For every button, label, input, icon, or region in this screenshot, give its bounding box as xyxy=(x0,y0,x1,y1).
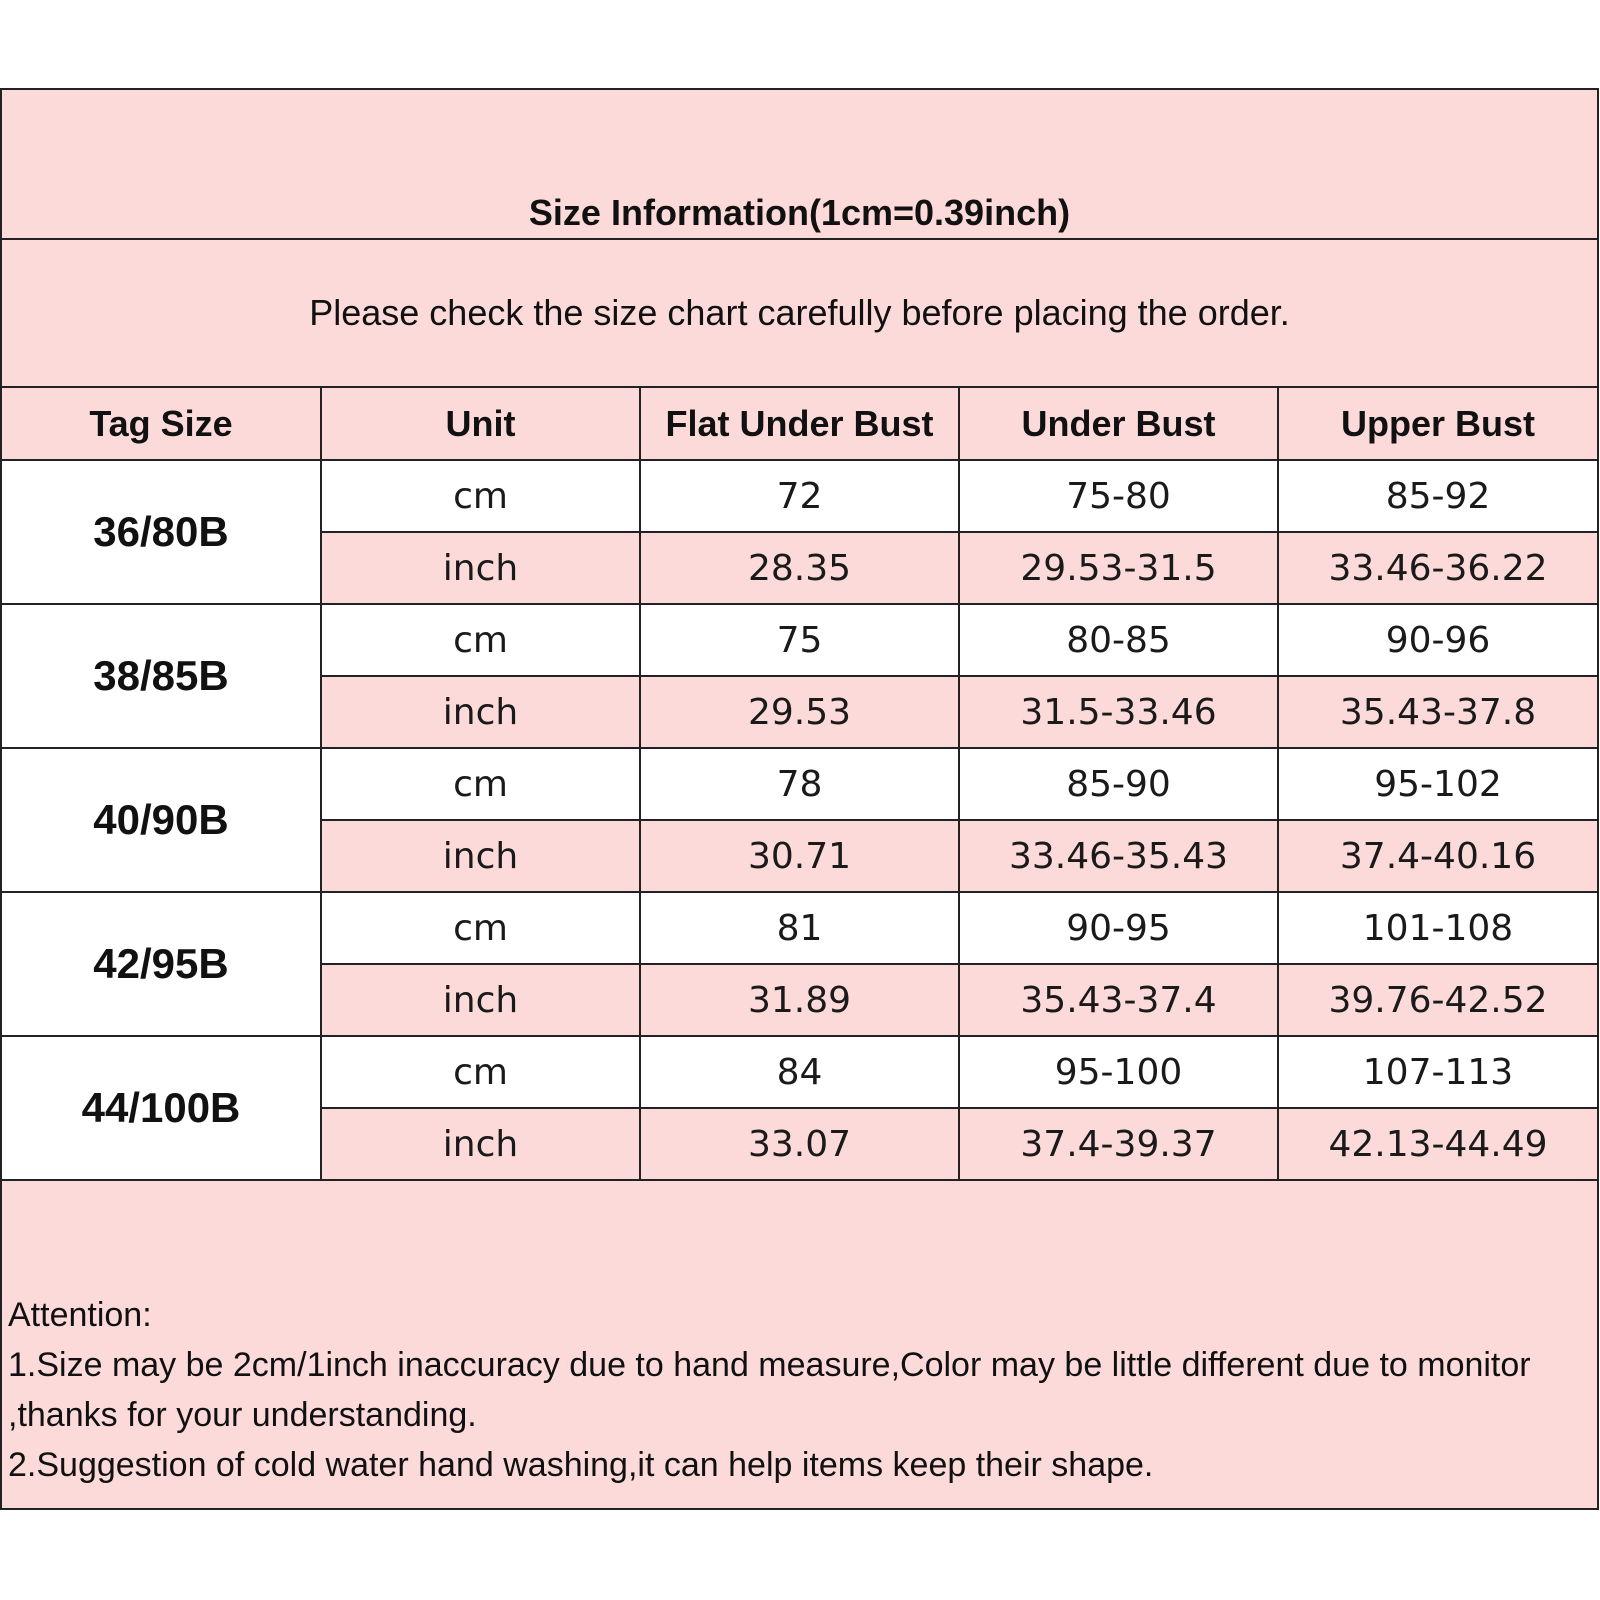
upper-bust-cell: 95-102 xyxy=(1278,748,1597,820)
unit-cell: cm xyxy=(321,460,640,532)
tag-size-cell: 44/100B xyxy=(2,1036,321,1180)
flat-under-bust-cell: 29.53 xyxy=(640,676,959,748)
upper-bust-cell: 42.13-44.49 xyxy=(1278,1108,1597,1180)
flat-under-bust-cell: 81 xyxy=(640,892,959,964)
size-chart-sheet xyxy=(0,88,1599,1510)
flat-under-bust-cell: 31.89 xyxy=(640,964,959,1036)
under-bust-cell: 90-95 xyxy=(959,892,1278,964)
under-bust-cell: 80-85 xyxy=(959,604,1278,676)
upper-bust-cell: 33.46-36.22 xyxy=(1278,532,1597,604)
unit-cell: inch xyxy=(321,1108,640,1180)
title-block xyxy=(2,90,1597,240)
notes-line-2: 2.Suggestion of cold water hand washing,it can help items keep their shape. xyxy=(8,1446,1154,1484)
unit-cell: cm xyxy=(321,748,640,820)
unit-cell: inch xyxy=(321,532,640,604)
under-bust-cell: 37.4-39.37 xyxy=(959,1108,1278,1180)
tag-size-cell: 38/85B xyxy=(2,604,321,748)
notes-line-1: 1.Size may be 2cm/1inch inaccuracy due to hand measure,Color may be little different due to monitor ,thanks for your understanding. xyxy=(8,1346,1531,1434)
flat-under-bust-cell: 28.35 xyxy=(640,532,959,604)
under-bust-cell: 35.43-37.4 xyxy=(959,964,1278,1036)
table-row xyxy=(2,604,1597,676)
under-bust-cell: 31.5-33.46 xyxy=(959,676,1278,748)
table-row xyxy=(2,460,1597,532)
under-bust-cell: 85-90 xyxy=(959,748,1278,820)
flat-under-bust-cell: 33.07 xyxy=(640,1108,959,1180)
header-row xyxy=(2,388,1597,460)
header-tag-size: Tag Size xyxy=(2,388,321,460)
flat-under-bust-cell: 72 xyxy=(640,460,959,532)
header-flat-under-bust: Flat Under Bust xyxy=(640,388,959,460)
notes-heading: Attention: xyxy=(8,1296,152,1334)
upper-bust-cell: 37.4-40.16 xyxy=(1278,820,1597,892)
size-table xyxy=(2,388,1597,1181)
attention-notes xyxy=(8,1290,1587,1490)
under-bust-cell: 75-80 xyxy=(959,460,1278,532)
unit-cell: inch xyxy=(321,676,640,748)
chart-title: Size Information(1cm=0.39inch) xyxy=(528,192,1071,233)
flat-under-bust-cell: 30.71 xyxy=(640,820,959,892)
header-unit: Unit xyxy=(321,388,640,460)
flat-under-bust-cell: 84 xyxy=(640,1036,959,1108)
table-row xyxy=(2,1036,1597,1108)
header-under-bust: Under Bust xyxy=(959,388,1278,460)
unit-cell: cm xyxy=(321,604,640,676)
upper-bust-cell: 35.43-37.8 xyxy=(1278,676,1597,748)
tag-size-cell: 36/80B xyxy=(2,460,321,604)
table-row xyxy=(2,892,1597,964)
under-bust-cell: 33.46-35.43 xyxy=(959,820,1278,892)
unit-cell: inch xyxy=(321,820,640,892)
upper-bust-cell: 39.76-42.52 xyxy=(1278,964,1597,1036)
upper-bust-cell: 107-113 xyxy=(1278,1036,1597,1108)
unit-cell: inch xyxy=(321,964,640,1036)
flat-under-bust-cell: 75 xyxy=(640,604,959,676)
tag-size-cell: 40/90B xyxy=(2,748,321,892)
flat-under-bust-cell: 78 xyxy=(640,748,959,820)
upper-bust-cell: 90-96 xyxy=(1278,604,1597,676)
under-bust-cell: 95-100 xyxy=(959,1036,1278,1108)
header-upper-bust: Upper Bust xyxy=(1278,388,1597,460)
upper-bust-cell: 101-108 xyxy=(1278,892,1597,964)
chart-subtitle: Please check the size chart carefully before placing the order. xyxy=(309,292,1290,333)
table-row xyxy=(2,748,1597,820)
unit-cell: cm xyxy=(321,1036,640,1108)
upper-bust-cell: 85-92 xyxy=(1278,460,1597,532)
under-bust-cell: 29.53-31.5 xyxy=(959,532,1278,604)
unit-cell: cm xyxy=(321,892,640,964)
subtitle-block xyxy=(2,240,1597,388)
tag-size-cell: 42/95B xyxy=(2,892,321,1036)
